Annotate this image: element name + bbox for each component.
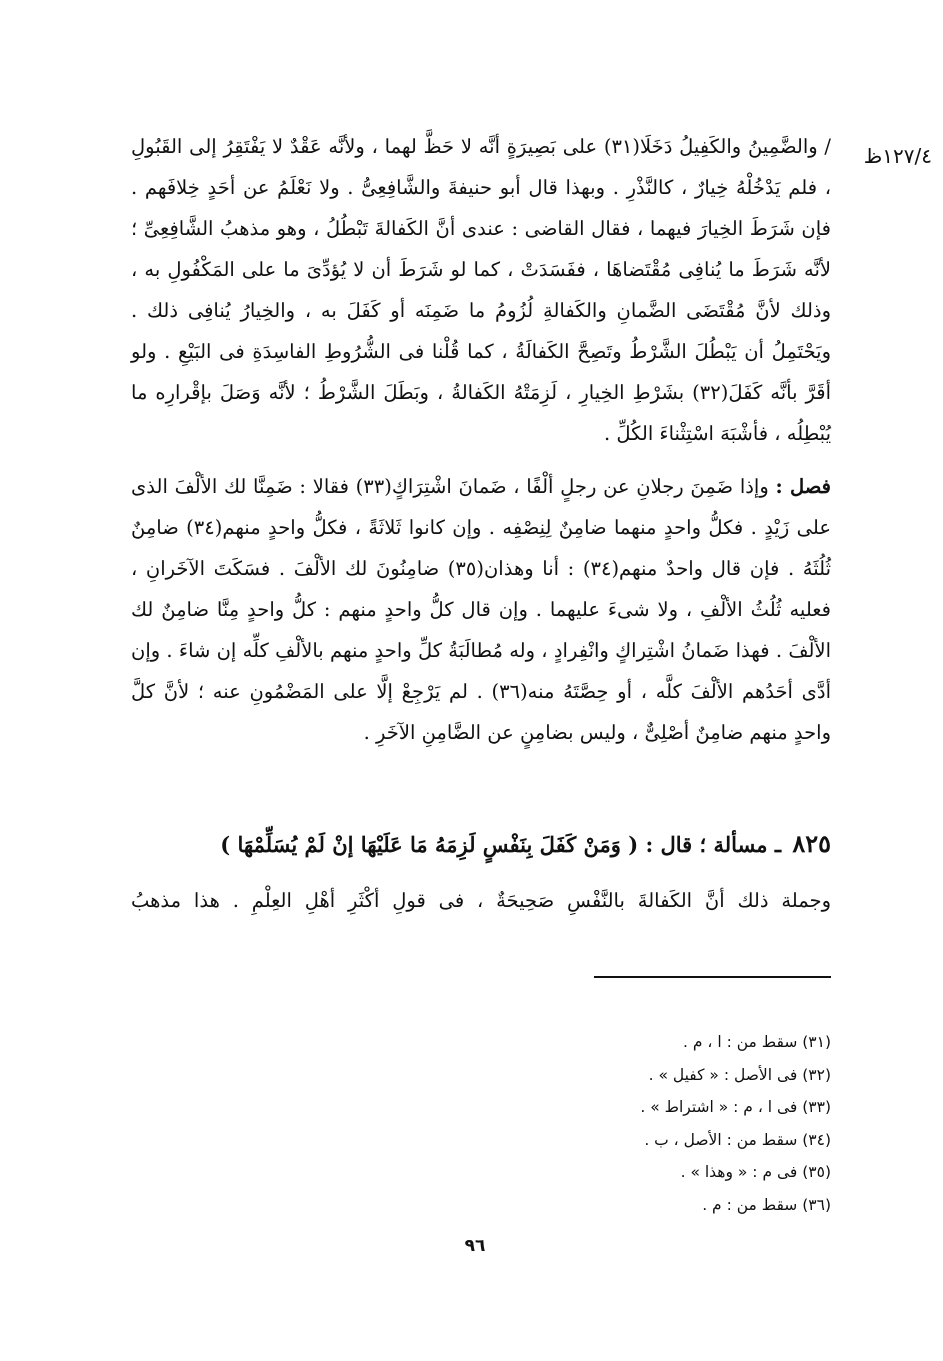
- continuation-line: وجملة ذلك أنَّ الكَفالةَ بالنَّفْسِ صَحِيحَةٌ ، فى قولِ أكْثَرِ أهْلِ العِلْمِ . هذا مذهبُ: [131, 889, 831, 912]
- issue-number: ٨٢٥: [792, 829, 831, 858]
- issue-quote: ( وَمَنْ كَفَلَ بِنَفْسٍ لَزِمَهُ مَا عَلَيْهَا إنْ لَمْ يُسَلِّمْهَا ): [220, 832, 639, 857]
- paragraph-2: [131, 466, 831, 753]
- issue-label: مسألة ؛ قال :: [645, 832, 768, 857]
- margin-folio-note: ١٢٧/٤ظ: [863, 144, 932, 168]
- footnote-36: (٣٦) سقط من : م .: [702, 1195, 831, 1214]
- footnotes: [400, 1026, 831, 1221]
- footnote-divider: [594, 976, 831, 978]
- fasl-label: فصل :: [775, 475, 831, 498]
- main-text: [131, 126, 831, 753]
- issue-heading: [131, 824, 831, 865]
- footnote-32: (٣٢) فى الأصل : « كفيل » .: [648, 1065, 831, 1084]
- footnote-31: (٣١) سقط من : ا ، م .: [683, 1033, 831, 1051]
- issue-dash: ـ: [774, 832, 782, 857]
- paragraph-1: / والضَّمِينُ والكَفِيلُ دَخَلَا(٣١) على بَصِيرَةٍ أنَّه لا حَظَّ لهما ، ولأنَّه عَقْدٌ لا يَفْتَقِرُ إلى القَبُولِ ، فلم يَدْخُلْهُ خِيارٌ ، كالنَّذْرِ . وبهذا قال أبو حنيفةَ والشَّافِعِىُّ . ولا نَعْلَمُ عن أحَدٍ خِلافَهم . فإن شَرَطَ الخِيارَ فيهما ، فقال القاضى : عندى أنَّ الكَفالةَ تَبْطُلُ ، وهو مذهبُ الشَّافِعِىِّ ؛ لأنَّه شَرَطَ ما يُنافِى مُقْتَضاهَا ، ففَسَدَتْ ، كما لو شَرَطَ أن لا يُؤدِّىَ ما على المَكْفُولِ به ، وذلك لأنَّ مُقْتَضَى الضَّمانِ والكَفالةِ لُزُومُ ما ضَمِنَه أو كَفَلَ به ، والخِيارُ يُنافِى ذلك . ويَحْتَمِلُ أن يَبْطُلَ الشَّرْطُ وتَصِحَّ الكَفالَةُ ، كما قُلْنا فى الشُّرُوطِ الفاسِدَةِ فى البَيْعِ . ولو أقَرَّ بأنَّه كَفَلَ(٣٢) بشَرْطِ الخِيارِ ، لَزِمَتْهُ الكَفالةُ ، وبَطَلَ الشَّرْطُ ؛ لأنَّه وَصَلَ بإقْرارِه ما يُبْطِلُه ، فأشْبَهَ اسْتِثْناءَ الكُلِّ .: [131, 135, 832, 445]
- footnote-34: (٣٤) سقط من : الأصل ، ب .: [644, 1130, 831, 1149]
- page-number: ٩٦: [464, 1236, 486, 1256]
- footnote-33: (٣٣) فى ا ، م : « اشتراط » .: [640, 1098, 831, 1116]
- footnote-35: (٣٥) فى م : « وهذا » .: [680, 1163, 831, 1181]
- paragraph-2-text: وإذا ضَمِنَ رجلانِ عن رجلٍ ألْفًا ، ضَمانَ اشْتِرَاكٍ(٣٣) فقالا : ضَمِنَّا لك الألْفَ الذى على زَيْدٍ . فكلُّ واحدٍ منهما ضامِنٌ لِنِصْفِه . وإن كانوا ثَلاثَةً ، فكلُّ واحدٍ منهم(٣٤) ضامِنٌ ثُلُثَهُ . فإن قال واحدٌ منهم(٣٤) : أنا وهذان(٣٥) ضامِنُونَ لك الألْفَ . فسَكَتَ الآخَرانِ ، فعليه ثُلُثُ الألْفِ ، ولا شىءَ عليهما . وإن قال كلُّ واحدٍ منهم : كلُّ واحدٍ مِنَّا ضامِنٌ لك الألْفَ . فهذا ضَمانُ اشْتِراكٍ وانْفِرادٍ ، وله مُطالَبَةُ كلِّ واحدٍ منهم بالألْفِ كلِّه إن شاءَ . وإن أدَّى أحَدُهم الألْفَ كلَّه ، أو حِصَّتَهُ منه(٣٦) . لم يَرْجِعْ إلَّا على المَضْمُونِ عنه ؛ لأنَّ كلَّ واحدٍ منهم ضامِنٌ أصْلِىٌّ ، وليس بضامِنٍ عن الضَّامِنِ الآخَرِ .: [131, 475, 832, 744]
